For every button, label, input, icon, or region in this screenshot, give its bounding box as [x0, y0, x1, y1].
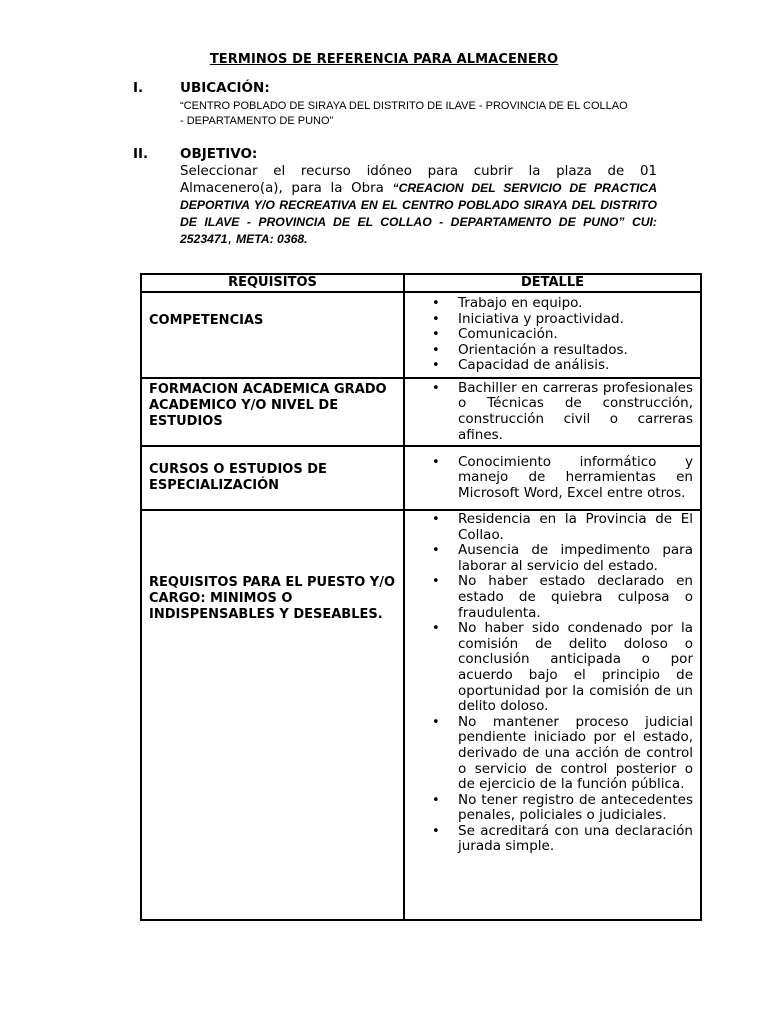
list-item [405, 824, 693, 855]
table-header-row [141, 274, 701, 292]
list-item [405, 381, 693, 443]
detalle-cell [404, 292, 701, 378]
requirements-table [140, 273, 702, 921]
section-number: I. [133, 80, 144, 96]
column-header-detalle: DETALLE [404, 274, 701, 292]
bullet-icon: • [432, 574, 440, 590]
list-item [405, 793, 693, 824]
detalle-list [405, 380, 700, 444]
bullet-icon: • [432, 823, 440, 839]
section-heading: UBICACIÓN: [180, 80, 270, 96]
objetivo-separator: , [227, 232, 236, 247]
list-item [405, 543, 693, 574]
table-row [141, 510, 701, 920]
list-item [405, 327, 693, 343]
objetivo-intro: Seleccionar el recurso idóneo para cubrir la plaza de 01 Almacenero(a), para la Obra [180, 164, 657, 196]
list-item-text: Iniciativa y proactividad. [458, 310, 624, 327]
bullet-icon: • [432, 792, 440, 808]
bullet-icon: • [432, 543, 440, 559]
document-title: TERMINOS DE REFERENCIA PARA ALMACENERO [209, 52, 559, 67]
list-item-text: Capacidad de análisis. [458, 357, 610, 374]
requisito-cell [141, 378, 404, 446]
list-item [405, 574, 693, 621]
bullet-icon: • [432, 342, 440, 358]
table-row [141, 378, 701, 446]
objetivo-meta: META: 0368. [235, 232, 308, 246]
bullet-icon: • [432, 311, 440, 327]
list-item [405, 358, 693, 374]
list-item-text: No haber sido condenado por la comisión de delito doloso o conclusión anticipada o por acuerdo bajo el principio de oportunidad por la comisión de un delito doloso. [458, 620, 693, 715]
list-item [405, 715, 693, 793]
bullet-icon: • [432, 454, 440, 470]
list-item-text: No haber estado declarado en estado de quiebra culposa o fraudulenta. [458, 573, 693, 621]
list-item-text: Orientación a resultados. [458, 341, 628, 358]
section-heading: OBJETIVO: [180, 146, 258, 162]
list-item [405, 296, 693, 312]
list-item-text: Ausencia de impedimento para laborar al servicio del estado. [458, 542, 693, 574]
detalle-cell [404, 510, 701, 920]
list-item-text: Residencia en la Provincia de El Collao. [458, 511, 693, 543]
list-item-text: Conocimiento informático y manejo de herramientas en Microsoft Word, Excel entre otros. [458, 453, 693, 501]
list-item [405, 343, 693, 359]
list-item-text: Comunicación. [458, 326, 558, 343]
list-item-text: Se acreditará con una declaración jurada simple. [458, 822, 693, 855]
requisito-label: COMPETENCIAS [149, 313, 264, 328]
column-header-requisitos: REQUISITOS [141, 274, 404, 292]
requisito-label: FORMACION ACADEMICA GRADO ACADEMICO Y/O NIVEL DE ESTUDIOS [149, 382, 387, 429]
bullet-icon: • [432, 380, 440, 396]
list-item [405, 312, 693, 328]
requisito-label: REQUISITOS PARA EL PUESTO Y/O CARGO: MINIMOS O INDISPENSABLES Y DESEABLES. [149, 575, 396, 622]
requisito-cell [141, 510, 404, 920]
detalle-cell [404, 446, 701, 510]
bullet-icon: • [432, 512, 440, 527]
list-item [405, 455, 693, 502]
list-item [405, 621, 693, 715]
detalle-cell [404, 378, 701, 446]
list-item-text: No mantener proceso judicial pendiente iniciado por el estado, derivado de una acción de control o servicio de control posterior o de ejercicio de la función pública. [458, 713, 693, 793]
table-row [141, 292, 701, 378]
ubicacion-text: “CENTRO POBLADO DE SIRAYA DEL DISTRITO DE ILAVE - PROVINCIA DE EL COLLAO - DEPARTAMENTO DE PUNO” [180, 100, 628, 127]
objetivo-obra-name: “CREACION DEL SERVICIO DE PRACTICA DEPORTIVA Y/O RECREATIVA EN EL CENTRO POBLADO SIRAYA DEL DISTRITO DE ILAVE - PROVINCIA DE EL COLLAO - DEPARTAMENTO DE PUNO” CUI: 2523471 [180, 181, 658, 246]
list-item-text: No tener registro de antecedentes penales, policiales o judiciales. [458, 791, 693, 824]
bullet-icon: • [432, 296, 440, 312]
list-item [405, 512, 693, 543]
detalle-list [405, 454, 700, 503]
objetivo-paragraph [180, 163, 657, 248]
list-item-text: Trabajo en equipo. [458, 295, 583, 312]
requisito-cell [141, 446, 404, 510]
detalle-list [405, 511, 700, 856]
requisito-cell [141, 292, 404, 378]
bullet-icon: • [432, 714, 440, 730]
section-number: II. [133, 146, 149, 162]
requisito-label: CURSOS O ESTUDIOS DE ESPECIALIZACIÓN [149, 462, 327, 493]
bullet-icon: • [432, 358, 440, 374]
bullet-icon: • [432, 327, 440, 343]
bullet-icon: • [432, 621, 440, 637]
list-item-text: Bachiller en carreras profesionales o Técnicas de construcción, construcción civil o carreras afines. [458, 379, 693, 443]
detalle-list [405, 295, 700, 375]
table-row [141, 446, 701, 510]
